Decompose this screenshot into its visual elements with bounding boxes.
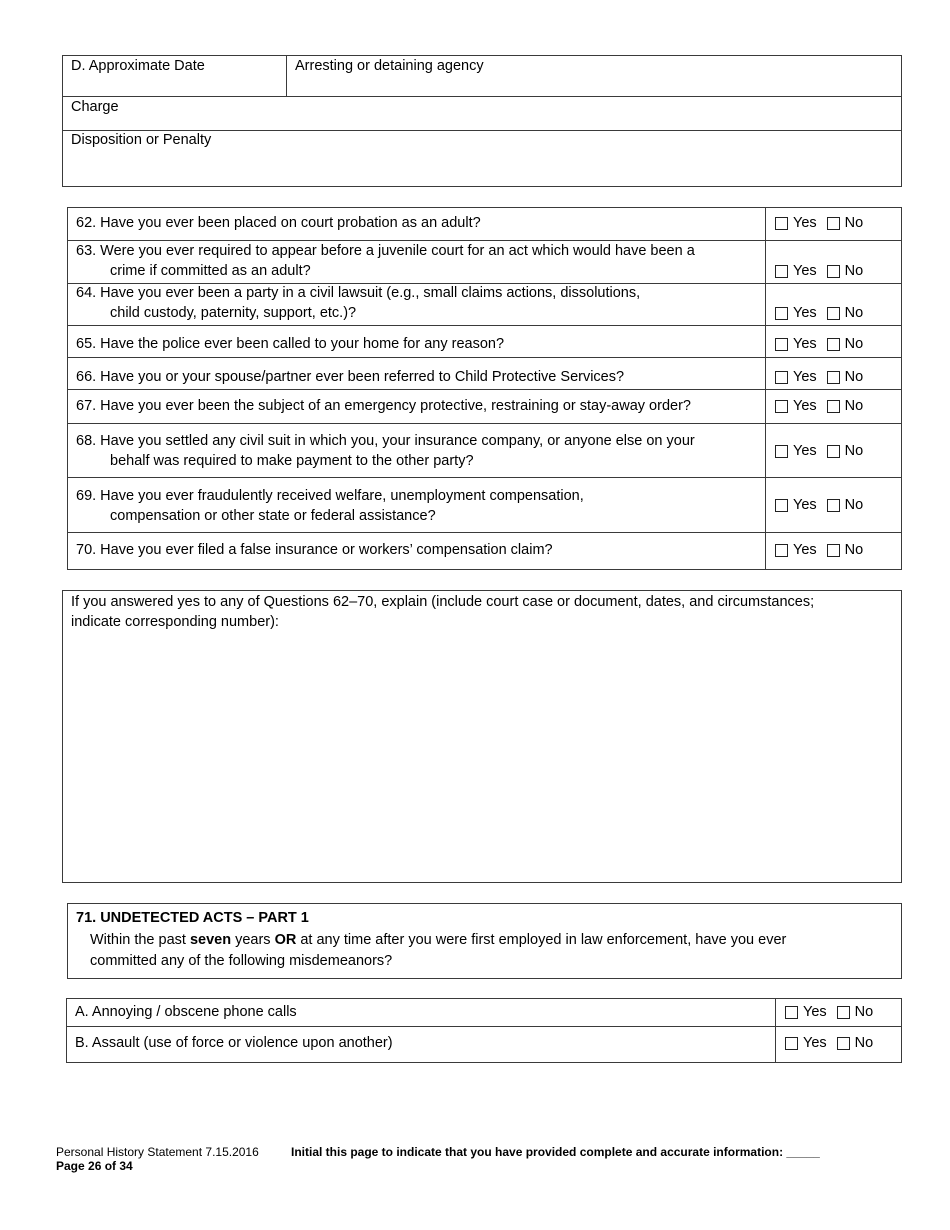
explanation-instructions (71, 592, 814, 632)
explanation-text: If you answered yes to any of Questions 62–70, explain (include court case or document, dates, and circumstances; (71, 594, 815, 610)
disposition-label: Disposition or Penalty (71, 132, 212, 148)
no-label: No (854, 1004, 874, 1020)
question-70 (76, 541, 553, 561)
no-checkbox[interactable] (837, 1006, 850, 1019)
no-checkbox[interactable] (827, 217, 840, 230)
no-checkbox[interactable] (827, 400, 840, 413)
answer-69 (775, 496, 863, 515)
intro-emphasis: seven (189, 932, 232, 948)
divider (67, 325, 902, 326)
answer-62 (775, 214, 863, 233)
section-71-intro-continued: committed any of the following misdemeanors? (90, 953, 393, 969)
section-separator: . (92, 910, 101, 926)
yes-checkbox[interactable] (775, 371, 788, 384)
yes-label: Yes (793, 542, 817, 558)
yes-checkbox[interactable] (775, 400, 788, 413)
divider (67, 389, 902, 390)
question-68 (76, 432, 695, 471)
arresting-agency-label: Arresting or detaining agency (295, 58, 484, 74)
intro-text: Within the past (90, 932, 190, 948)
section-71-intro (90, 930, 786, 951)
answer-63 (775, 262, 863, 281)
question-text-continued: child custody, paternity, support, etc.)? (110, 304, 357, 321)
act-a-label: A. Annoying / obscene phone calls (75, 1004, 297, 1020)
yes-label: Yes (793, 443, 817, 459)
explanation-text-continued: indicate corresponding number): (71, 614, 279, 630)
question-text: 63. Were you ever required to appear before a juvenile court for an act which would have been a (76, 243, 695, 259)
approximate-date-field[interactable] (62, 76, 286, 96)
yes-label: Yes (793, 263, 817, 279)
yes-checkbox[interactable] (775, 338, 788, 351)
no-checkbox[interactable] (837, 1037, 850, 1050)
answer-66 (775, 368, 863, 387)
yes-label: Yes (803, 1035, 827, 1051)
question-text: 66. Have you or your spouse/partner ever been referred to Child Protective Services? (76, 369, 625, 385)
question-text: 70. Have you ever filed a false insurance or workers’ compensation claim? (76, 542, 553, 558)
question-text-continued: compensation or other state or federal assistance? (110, 507, 436, 524)
yes-label: Yes (793, 215, 817, 231)
question-text: 62. Have you ever been placed on court probation as an adult? (76, 215, 481, 231)
footer-document-title: Personal History Statement 7.15.2016 (56, 1145, 259, 1159)
question-64 (76, 284, 640, 323)
no-label: No (844, 443, 864, 459)
yes-label: Yes (793, 336, 817, 352)
yes-checkbox[interactable] (775, 307, 788, 320)
no-checkbox[interactable] (827, 307, 840, 320)
no-checkbox[interactable] (827, 265, 840, 278)
yes-checkbox[interactable] (775, 217, 788, 230)
divider (67, 240, 902, 241)
question-text: 69. Have you ever fraudulently received welfare, unemployment compensation, (76, 488, 584, 504)
question-65 (76, 335, 504, 355)
question-text: 64. Have you ever been a party in a civil lawsuit (e.g., small claims actions, dissolutions, (76, 285, 641, 301)
approximate-date-label: D. Approximate Date (71, 58, 205, 74)
no-label: No (844, 305, 864, 321)
charge-field[interactable] (150, 97, 900, 130)
no-label: No (844, 497, 864, 513)
no-checkbox[interactable] (827, 499, 840, 512)
no-checkbox[interactable] (827, 371, 840, 384)
yes-label: Yes (793, 305, 817, 321)
answer-65 (775, 335, 863, 354)
footer-initial-instruction: Initial this page to indicate that you have provided complete and accurate information: _____ (291, 1145, 820, 1159)
answer-68 (775, 442, 863, 461)
no-label: No (844, 336, 864, 352)
divider (775, 998, 776, 1063)
no-label: No (844, 542, 864, 558)
intro-emphasis: OR (274, 932, 297, 948)
answer-67 (775, 397, 863, 416)
question-text: 68. Have you settled any civil suit in which you, your insurance company, or anyone else on your (76, 433, 695, 449)
no-label: No (844, 398, 864, 414)
answer-act-b (785, 1034, 873, 1053)
no-label: No (844, 215, 864, 231)
no-checkbox[interactable] (827, 445, 840, 458)
question-62 (76, 214, 481, 234)
divider (67, 532, 902, 533)
intro-text: at any time after you were first employed in law enforcement, have you ever (296, 932, 787, 948)
question-67 (76, 397, 691, 417)
yes-label: Yes (793, 398, 817, 414)
question-63 (76, 242, 695, 281)
no-label: No (844, 263, 864, 279)
charge-label: Charge (71, 99, 119, 115)
divider (67, 477, 902, 478)
no-checkbox[interactable] (827, 338, 840, 351)
act-b-label: B. Assault (use of force or violence upon another) (75, 1035, 393, 1051)
yes-checkbox[interactable] (775, 265, 788, 278)
section-number: 71 (76, 910, 93, 926)
no-label: No (844, 369, 864, 385)
footer-page-number: Page 26 of 34 (56, 1159, 133, 1173)
no-label: No (854, 1035, 874, 1051)
yes-checkbox[interactable] (775, 445, 788, 458)
answer-act-a (785, 1003, 873, 1022)
explanation-field[interactable] (64, 636, 900, 881)
yes-checkbox[interactable] (775, 499, 788, 512)
intro-text: years (231, 932, 275, 948)
disposition-field[interactable] (62, 151, 900, 186)
section-71-heading (76, 909, 309, 928)
divider (66, 1026, 902, 1027)
question-text: 65. Have the police ever been called to your home for any reason? (76, 336, 505, 352)
answer-64 (775, 304, 863, 323)
yes-checkbox[interactable] (775, 544, 788, 557)
question-text-continued: behalf was required to make payment to the other party? (110, 452, 474, 469)
yes-checkbox[interactable] (785, 1037, 798, 1050)
arresting-agency-field[interactable] (287, 76, 901, 96)
question-text-continued: crime if committed as an adult? (110, 262, 311, 279)
yes-label: Yes (803, 1004, 827, 1020)
yes-label: Yes (793, 369, 817, 385)
question-66 (76, 368, 624, 388)
no-checkbox[interactable] (827, 544, 840, 557)
divider (67, 357, 902, 358)
section-title: UNDETECTED ACTS – PART 1 (100, 910, 309, 926)
answer-70 (775, 541, 863, 560)
question-69 (76, 487, 584, 526)
yes-checkbox[interactable] (785, 1006, 798, 1019)
yes-label: Yes (793, 497, 817, 513)
divider (67, 423, 902, 424)
question-text: 67. Have you ever been the subject of an emergency protective, restraining or stay-away order? (76, 398, 691, 414)
